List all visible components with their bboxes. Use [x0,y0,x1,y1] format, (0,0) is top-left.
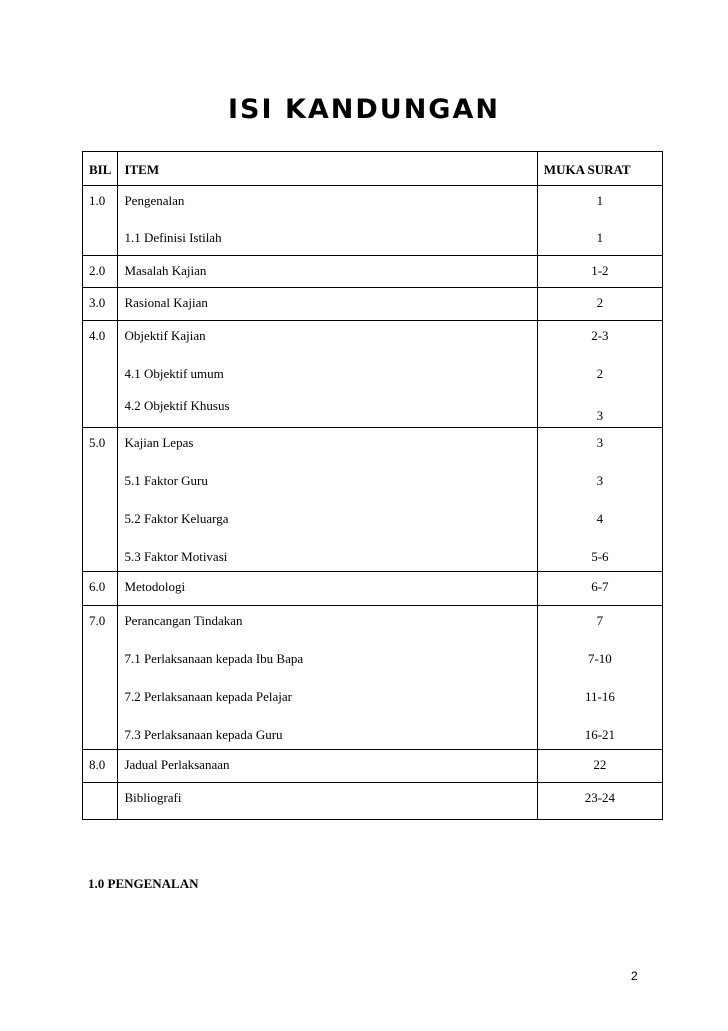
table-row [83,186,663,256]
item-page: 3 [596,473,604,488]
item-page: 22 [593,757,607,772]
row-bil [83,321,118,428]
row-pages [537,256,662,288]
table-header-row [83,152,663,186]
row-pages [537,750,662,783]
item-label: 1.1 Definisi Istilah [124,230,222,245]
bil-number: 5.0 [89,435,106,450]
item-label: 5.2 Faktor Keluarga [124,511,229,526]
header-bil: BIL [83,152,118,186]
row-bil [83,256,118,288]
bil-number: 4.0 [89,328,106,343]
item-page: 3 [596,435,604,450]
table-row [83,783,663,820]
item-page: 1 [596,230,604,245]
row-items [118,783,537,820]
item-label: 5.1 Faktor Guru [124,473,208,488]
row-bil [83,288,118,321]
bil-number: 7.0 [89,613,106,628]
row-items [118,428,537,572]
row-items [118,572,537,606]
item-label: Kajian Lepas [124,435,194,450]
section-heading: 1.0 PENGENALAN [88,876,199,891]
table-row [83,750,663,783]
table-row [83,428,663,572]
item-page: 2-3 [591,328,609,343]
bil-number: 2.0 [89,263,106,278]
item-label: Bibliografi [124,790,182,805]
row-bil [83,750,118,783]
row-items [118,750,537,783]
item-label: 7.3 Perlaksanaan kepada Guru [124,727,283,742]
item-page: 5-6 [591,549,609,564]
item-label: 7.2 Perlaksanaan kepada Pelajar [124,689,292,704]
item-page: 11-16 [584,689,615,704]
item-page: 4 [596,511,604,526]
table-row [83,321,663,428]
contents-table [82,151,663,820]
item-label: Rasional Kajian [124,295,208,310]
item-page: 6-7 [591,579,609,594]
item-label: 7.1 Perlaksanaan kepada Ibu Bapa [124,651,304,666]
row-items [118,186,537,256]
item-label: Perancangan Tindakan [124,613,243,628]
item-label: 5.3 Faktor Motivasi [124,549,228,564]
item-page: 2 [596,366,604,381]
row-pages [537,572,662,606]
item-label: Metodologi [124,579,186,594]
row-pages [537,321,662,428]
item-page: 23-24 [584,790,616,805]
bil-number [89,783,117,819]
item-label: 4.2 Objektif Khusus [124,398,230,413]
row-pages [537,783,662,820]
row-bil [83,428,118,572]
item-label: Masalah Kajian [124,263,207,278]
item-page: 3 [596,408,604,423]
page-number: 2 [631,969,638,983]
item-label: 4.1 Objektif umum [124,366,224,381]
row-bil [83,783,118,820]
row-bil [83,606,118,750]
item-page: 7 [596,613,604,628]
row-pages [537,288,662,321]
table-row [83,572,663,606]
item-page: 7-10 [587,651,612,666]
item-label: Jadual Perlaksanaan [124,757,230,772]
item-page: 2 [596,295,604,310]
table-row [83,256,663,288]
bil-number: 3.0 [89,295,106,310]
row-bil [83,572,118,606]
row-items [118,321,537,428]
header-item: ITEM [118,152,537,186]
bil-number: 6.0 [89,579,106,594]
row-items [118,606,537,750]
row-bil [83,186,118,256]
row-items [118,256,537,288]
bil-number: 8.0 [89,757,106,772]
bil-number: 1.0 [89,193,106,208]
row-items [118,288,537,321]
item-label: Objektif Kajian [124,328,206,343]
page-title: ISI KANDUNGAN [228,94,500,125]
header-page: MUKA SURAT [537,152,662,186]
row-pages [537,186,662,256]
table-row [83,288,663,321]
item-page: 16-21 [584,727,616,742]
row-pages [537,606,662,750]
item-page: 1 [596,193,604,208]
item-page: 1-2 [591,263,609,278]
table-row [83,606,663,750]
item-label: Pengenalan [124,193,185,208]
row-pages [537,428,662,572]
